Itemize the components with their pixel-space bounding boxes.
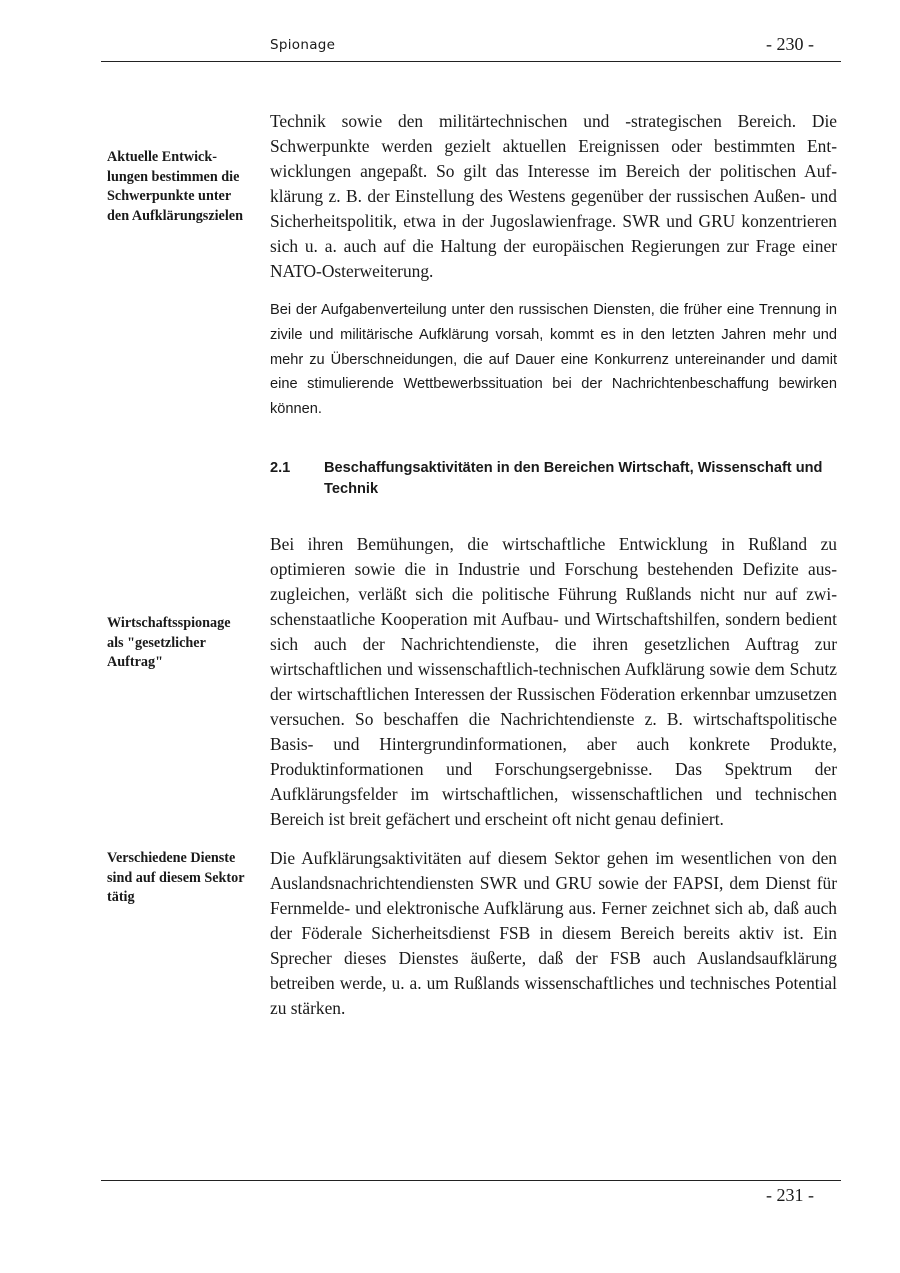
footer-rule <box>101 1180 841 1181</box>
running-header-title: Spionage <box>270 37 336 53</box>
margin-note-various-services: Verschiedene Dienste sind auf diesem Sektor tätig <box>107 850 245 905</box>
paragraph-services-active: Die Aufklärungsaktivitäten auf diesem Sektor gehen im wesentlichen von den Auslandsnachrichtendiensten SWR und GRU sowie der FAPSI, dem Dienst für Fernmelde- und elektronische Aufklärung aus. Ferner zeichnet sich ab, daß auch der Föderale Sicherheitsdienst FSB in diesem Bereich bereits aktiv ist. Ein Sprecher dieses Dienstes äußerte, daß der FSB auch Auslandsaufklärung betreiben werde, u. a. um Rußlands wissenschaftliches und technisches Potential zu stärken. <box>270 848 837 1018</box>
footer-page-number: - 231 - <box>766 1185 814 1205</box>
paragraph-economic-espionage: Bei ihren Bemühungen, die wirtschaftliche Entwicklung in Rußland zu optimieren sowie die in Industrie und Forschung bestehenden Defizite auszugleichen, verläßt sich die politische Führung Rußlands nicht nur auf zwischenstaatliche Kooperation mit Aufbau- und Wirtschaftshilfen, sondern bedient sich auch der Nachrichtendienste, die ihren gesetzlichen Auftrag zur wirtschaftlichen und wissenschaftlich-technischen Aufklärung sowie dem Schutz der wirtschaftlichen Interessen der Russischen Föderation erkennbar umzusetzen versuchen. So beschaffen die Nachrichtendienste z. B. wirtschaftspolitische Basis- und Hintergrundinformationen, aber auch konkrete Produkte, Produktinformationen und Forschungsergebnisse. Das Spektrum der Aufklärungsfelder im wirtschaftlichen, wissenschaftlichen und technischen Bereich ist breit gefächert und erscheint oft nicht genau definiert. <box>270 534 837 829</box>
header-rule <box>101 61 841 62</box>
section-number: 2.1 <box>270 460 291 476</box>
paragraph-intelligence-focus: Technik sowie den militärtechnischen und -strategischen Bereich. Die Schwerpunkte werden gezielt aktuellen Ereignissen oder bestimmten Entwicklungen angepaßt. So gilt das Interesse im Bereich der politischen Aufklärung z. B. der Einstellung des Westens gegenüber der russischen Außen- und Sicherheitspolitik, etwa in der Jugoslawienfrage. SWR und GRU konzentrieren sich u. a. auch auf die Haltung der europäischen Regierungen zur Frage einer NATO-Osterweiterung. <box>270 111 837 281</box>
margin-note-economic-espionage: Wirtschaftsspionage als "gesetzlicher Auftrag" <box>107 615 231 670</box>
margin-note-current-developments: Aktuelle Entwick- lungen bestimmen die Schwerpunkte unter den Aufklärungszielen <box>107 149 243 224</box>
header-page-number: - 230 - <box>766 34 814 54</box>
section-title: Beschaffungsaktivitäten in den Bereichen Wirtschaft, Wissenschaft und Technik <box>324 460 823 497</box>
paragraph-task-distribution: Bei der Aufgabenverteilung unter den russischen Diensten, die früher eine Trennung in zivile und militärische Aufklärung vorsah, kommt es in den letzten Jahren mehr und mehr zu Überschneidungen, die auf Dauer eine Konkurrenz untereinander und damit eine stimulierende Wettbewerbssituation bei der Nachrichtenbeschaffung bewirken können. <box>270 302 837 418</box>
